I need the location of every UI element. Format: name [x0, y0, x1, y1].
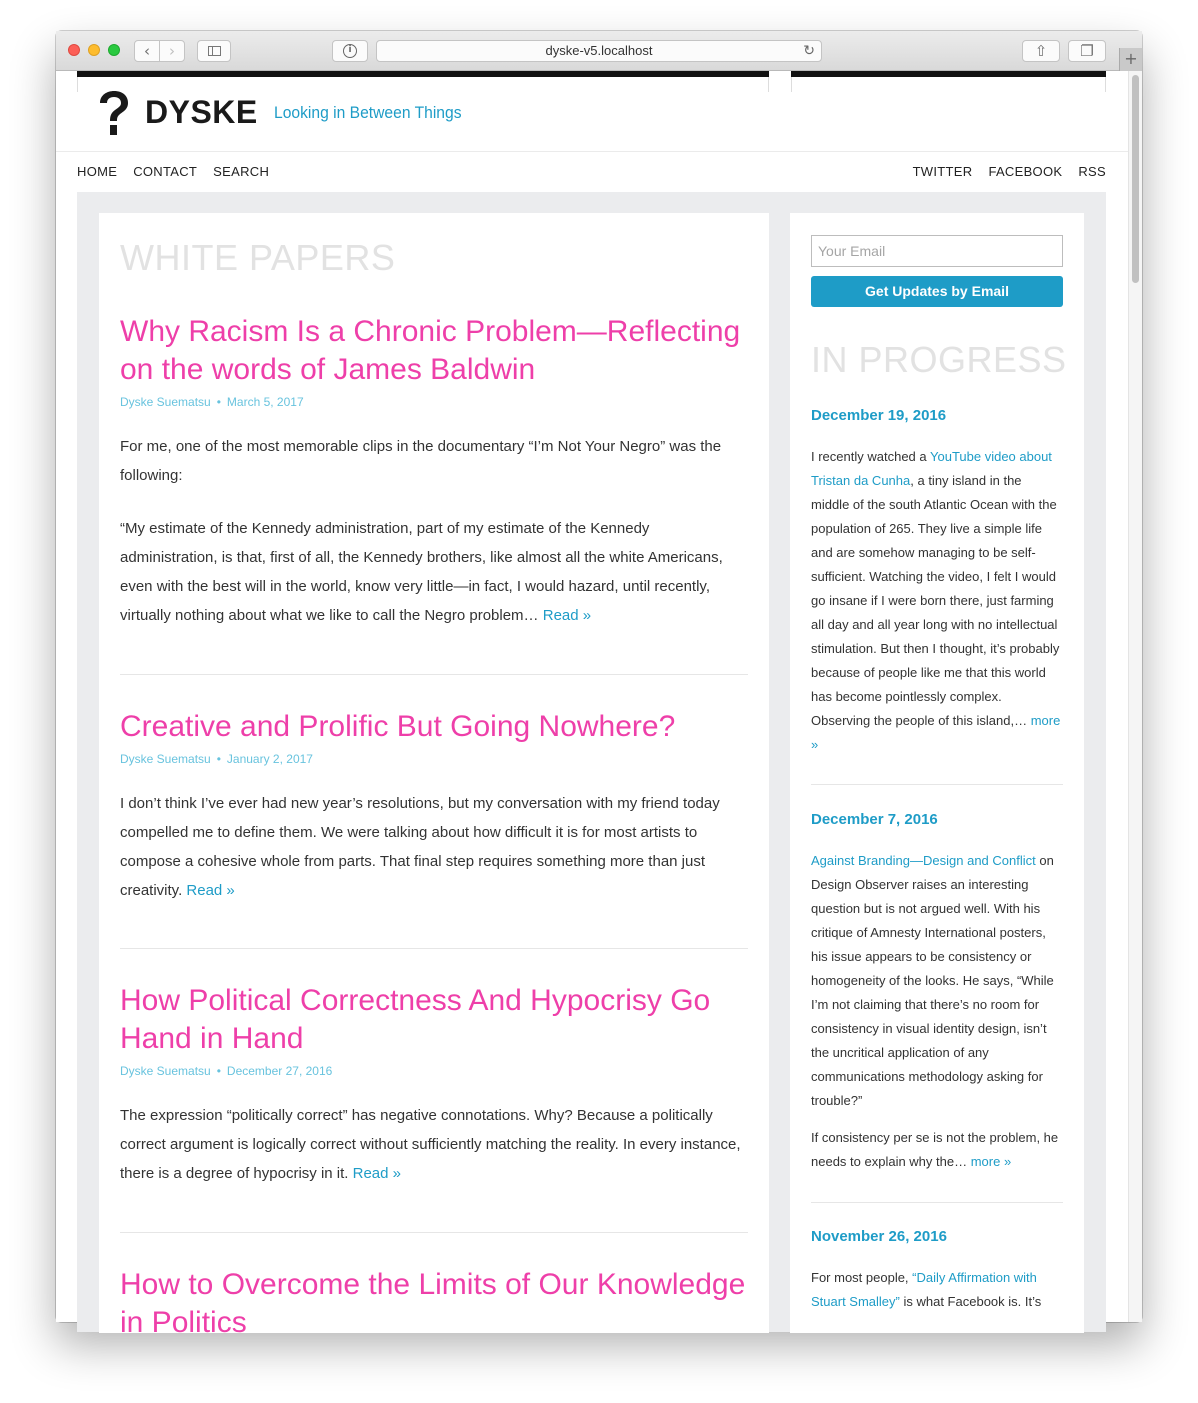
note-text: on Design Observer raises an interesting question but is not argued well. With his critique of Amnesty International posters, his issue appears to be consistency or homogeneity of the looks. He says, “While I’m not claiming that there’s no room for consistency in visual identity design, isn’t the uncritical application of any communications methodology asking for trouble?”	[811, 853, 1054, 1108]
post-meta	[120, 395, 748, 409]
nav-rss[interactable]: RSS	[1078, 164, 1106, 179]
note-divider	[811, 784, 1063, 785]
get-updates-button[interactable]: Get Updates by Email	[811, 276, 1063, 307]
note-text: I recently watched a	[811, 449, 930, 464]
plus-icon: +	[1124, 49, 1138, 68]
primary-nav	[77, 164, 285, 179]
post-divider	[120, 948, 748, 949]
note-text: is what Facebook is. It’s	[899, 1294, 1042, 1309]
reload-icon[interactable]: ↻	[803, 43, 815, 59]
post-quote: “My estimate of the Kennedy administration, part of my estimate of the Kennedy administration, is that, first of all, the Kennedy brothers, like almost all the white Americans, even with the best will in the world, know very little—in fact, I would hazard, until recently, virtually nothing about what we like to call the Negro problem…	[120, 520, 723, 624]
site-logo[interactable]: DYSKE	[145, 94, 258, 130]
close-window-button[interactable]	[68, 44, 80, 56]
note-date[interactable]: December 7, 2016	[811, 811, 938, 828]
header-divider	[56, 151, 1128, 152]
note-link[interactable]: YouTube video about Tristan da Cunha	[811, 449, 1052, 488]
post-text: The expression “politically correct” has negative connotations. Why? Because a politically correct argument is logically correct without sufficiently matching the reality. In every instance, there is a degree of hypocrisy in it.	[120, 1107, 741, 1182]
social-nav	[897, 164, 1106, 179]
note-text: If consistency per se is not the problem, he needs to explain why the…	[811, 1130, 1059, 1169]
note-divider	[811, 1202, 1063, 1203]
note-date[interactable]: December 19, 2016	[811, 407, 947, 424]
read-more-link[interactable]: Read »	[542, 607, 592, 624]
post-meta	[120, 1064, 748, 1078]
post-author[interactable]: Dyske Suematsu	[120, 395, 211, 409]
post-paragraph	[120, 789, 748, 905]
sidebar-icon	[208, 46, 221, 56]
share-button[interactable]	[1022, 40, 1060, 62]
page-content	[56, 71, 1128, 1339]
note-body	[811, 849, 1063, 1174]
post-divider	[120, 1232, 748, 1233]
separator-dot: •	[216, 395, 221, 409]
post-paragraph: For me, one of the most memorable clips in the documentary “I’m Not Your Negro” was the following:	[120, 438, 722, 484]
post	[120, 982, 748, 1212]
post-excerpt	[120, 1101, 748, 1188]
nav-facebook[interactable]: FACEBOOK	[988, 164, 1063, 179]
top-rule	[791, 71, 1106, 77]
post	[120, 1266, 748, 1342]
password-button[interactable]	[332, 40, 368, 62]
nav-home[interactable]: HOME	[77, 164, 118, 179]
vertical-scrollbar[interactable]	[1128, 71, 1142, 1322]
back-button[interactable]	[134, 40, 160, 62]
note	[811, 1228, 1063, 1327]
nav-twitter[interactable]: TWITTER	[912, 164, 973, 179]
post-date[interactable]: December 27, 2016	[226, 1064, 333, 1078]
divider	[1105, 77, 1106, 92]
read-more-link[interactable]: Read »	[186, 882, 235, 899]
read-more-link[interactable]: Read »	[352, 1165, 401, 1182]
note	[811, 407, 1063, 770]
share-icon: ⇧	[1034, 42, 1048, 60]
top-rule	[77, 71, 769, 77]
forward-button[interactable]	[159, 40, 185, 62]
note-paragraph	[811, 849, 1063, 1113]
note-link[interactable]: “Daily Affirmation with Stuart Smalley”	[811, 1270, 1037, 1309]
post-title-link[interactable]: Creative and Prolific But Going Nowhere?	[120, 710, 676, 743]
site-tagline: Looking in Between Things	[274, 103, 462, 122]
logo-question-mark-icon[interactable]	[96, 91, 132, 135]
note-text: For most people,	[811, 1270, 913, 1285]
more-link[interactable]: more »	[970, 1154, 1012, 1169]
post-meta	[120, 752, 748, 766]
post-divider	[120, 674, 748, 675]
note-text: , a tiny island in the middle of the south Atlantic Ocean with the population of 265. They live a simple life and are somehow managing to be self-sufficient. Watching the video, I felt I would go insane if I were born there, just farming all day and all year long with no intellectual stimulation. But then I thought, it’s probably because of people like me that this world has become pointlessly complex. Observing the people of this island,…	[811, 473, 1060, 728]
minimize-window-button[interactable]	[88, 44, 100, 56]
chevron-right-icon: ›	[169, 42, 175, 60]
post-excerpt	[120, 789, 748, 905]
post	[120, 708, 748, 929]
post-paragraph	[120, 514, 748, 630]
zoom-window-button[interactable]	[108, 44, 120, 56]
post-author[interactable]: Dyske Suematsu	[120, 1064, 211, 1078]
divider	[791, 77, 792, 92]
nav-search[interactable]: SEARCH	[213, 164, 270, 179]
post-title-link[interactable]: How to Overcome the Limits of Our Knowledge in Politics	[120, 1268, 746, 1339]
post-title-link[interactable]: Why Racism Is a Chronic Problem—Reflecting on the words of James Baldwin	[120, 315, 741, 386]
url-text: dyske-v5.localhost	[545, 43, 653, 58]
note-paragraph	[811, 1266, 1063, 1314]
main-column	[99, 213, 769, 1339]
new-tab-button[interactable]	[1119, 48, 1142, 72]
sidebar-toggle-button[interactable]	[197, 40, 231, 62]
more-link[interactable]: more »	[811, 713, 1061, 752]
divider	[768, 77, 769, 92]
address-bar[interactable]	[376, 40, 822, 62]
tab-overview-button[interactable]	[1068, 40, 1106, 62]
chevron-left-icon: ‹	[144, 42, 150, 60]
note-body	[811, 1266, 1063, 1314]
note	[811, 811, 1063, 1187]
email-field[interactable]: Your Email	[811, 235, 1063, 267]
note-link[interactable]: Against Branding—Design and Conflict	[811, 853, 1036, 868]
separator-dot: •	[216, 1064, 221, 1078]
post-paragraph	[120, 1101, 748, 1188]
post	[120, 313, 748, 654]
post-date[interactable]: March 5, 2017	[226, 395, 304, 409]
sidebar	[790, 213, 1084, 1333]
post-date[interactable]: January 2, 2017	[226, 752, 313, 766]
nav-contact[interactable]: CONTACT	[133, 164, 198, 179]
note-body	[811, 445, 1063, 757]
post-excerpt	[120, 432, 748, 630]
info-icon: i	[343, 44, 357, 58]
divider	[77, 77, 78, 92]
tabs-icon: ❐	[1080, 42, 1094, 60]
post-author[interactable]: Dyske Suematsu	[120, 752, 211, 766]
title-bar	[56, 31, 1142, 71]
browser-window	[56, 31, 1142, 1339]
section-title: IN PROGRESS	[811, 339, 1067, 380]
note-paragraph	[811, 445, 1063, 757]
scrollbar-thumb[interactable]	[1132, 75, 1139, 283]
section-title: WHITE PAPERS	[120, 237, 396, 278]
post-title-link[interactable]: How Political Correctness And Hypocrisy Go Hand in Hand	[120, 984, 711, 1055]
note-paragraph	[811, 1126, 1063, 1174]
separator-dot: •	[216, 752, 221, 766]
post-text: I don’t think I’ve ever had new year’s resolutions, but my conversation with my friend today compelled me to define them. We were talking about how difficult it is for most artists to compose a cohesive whole from parts. That final step requires something more than just creativity.	[120, 795, 720, 899]
note-date[interactable]: November 26, 2016	[811, 1228, 947, 1245]
